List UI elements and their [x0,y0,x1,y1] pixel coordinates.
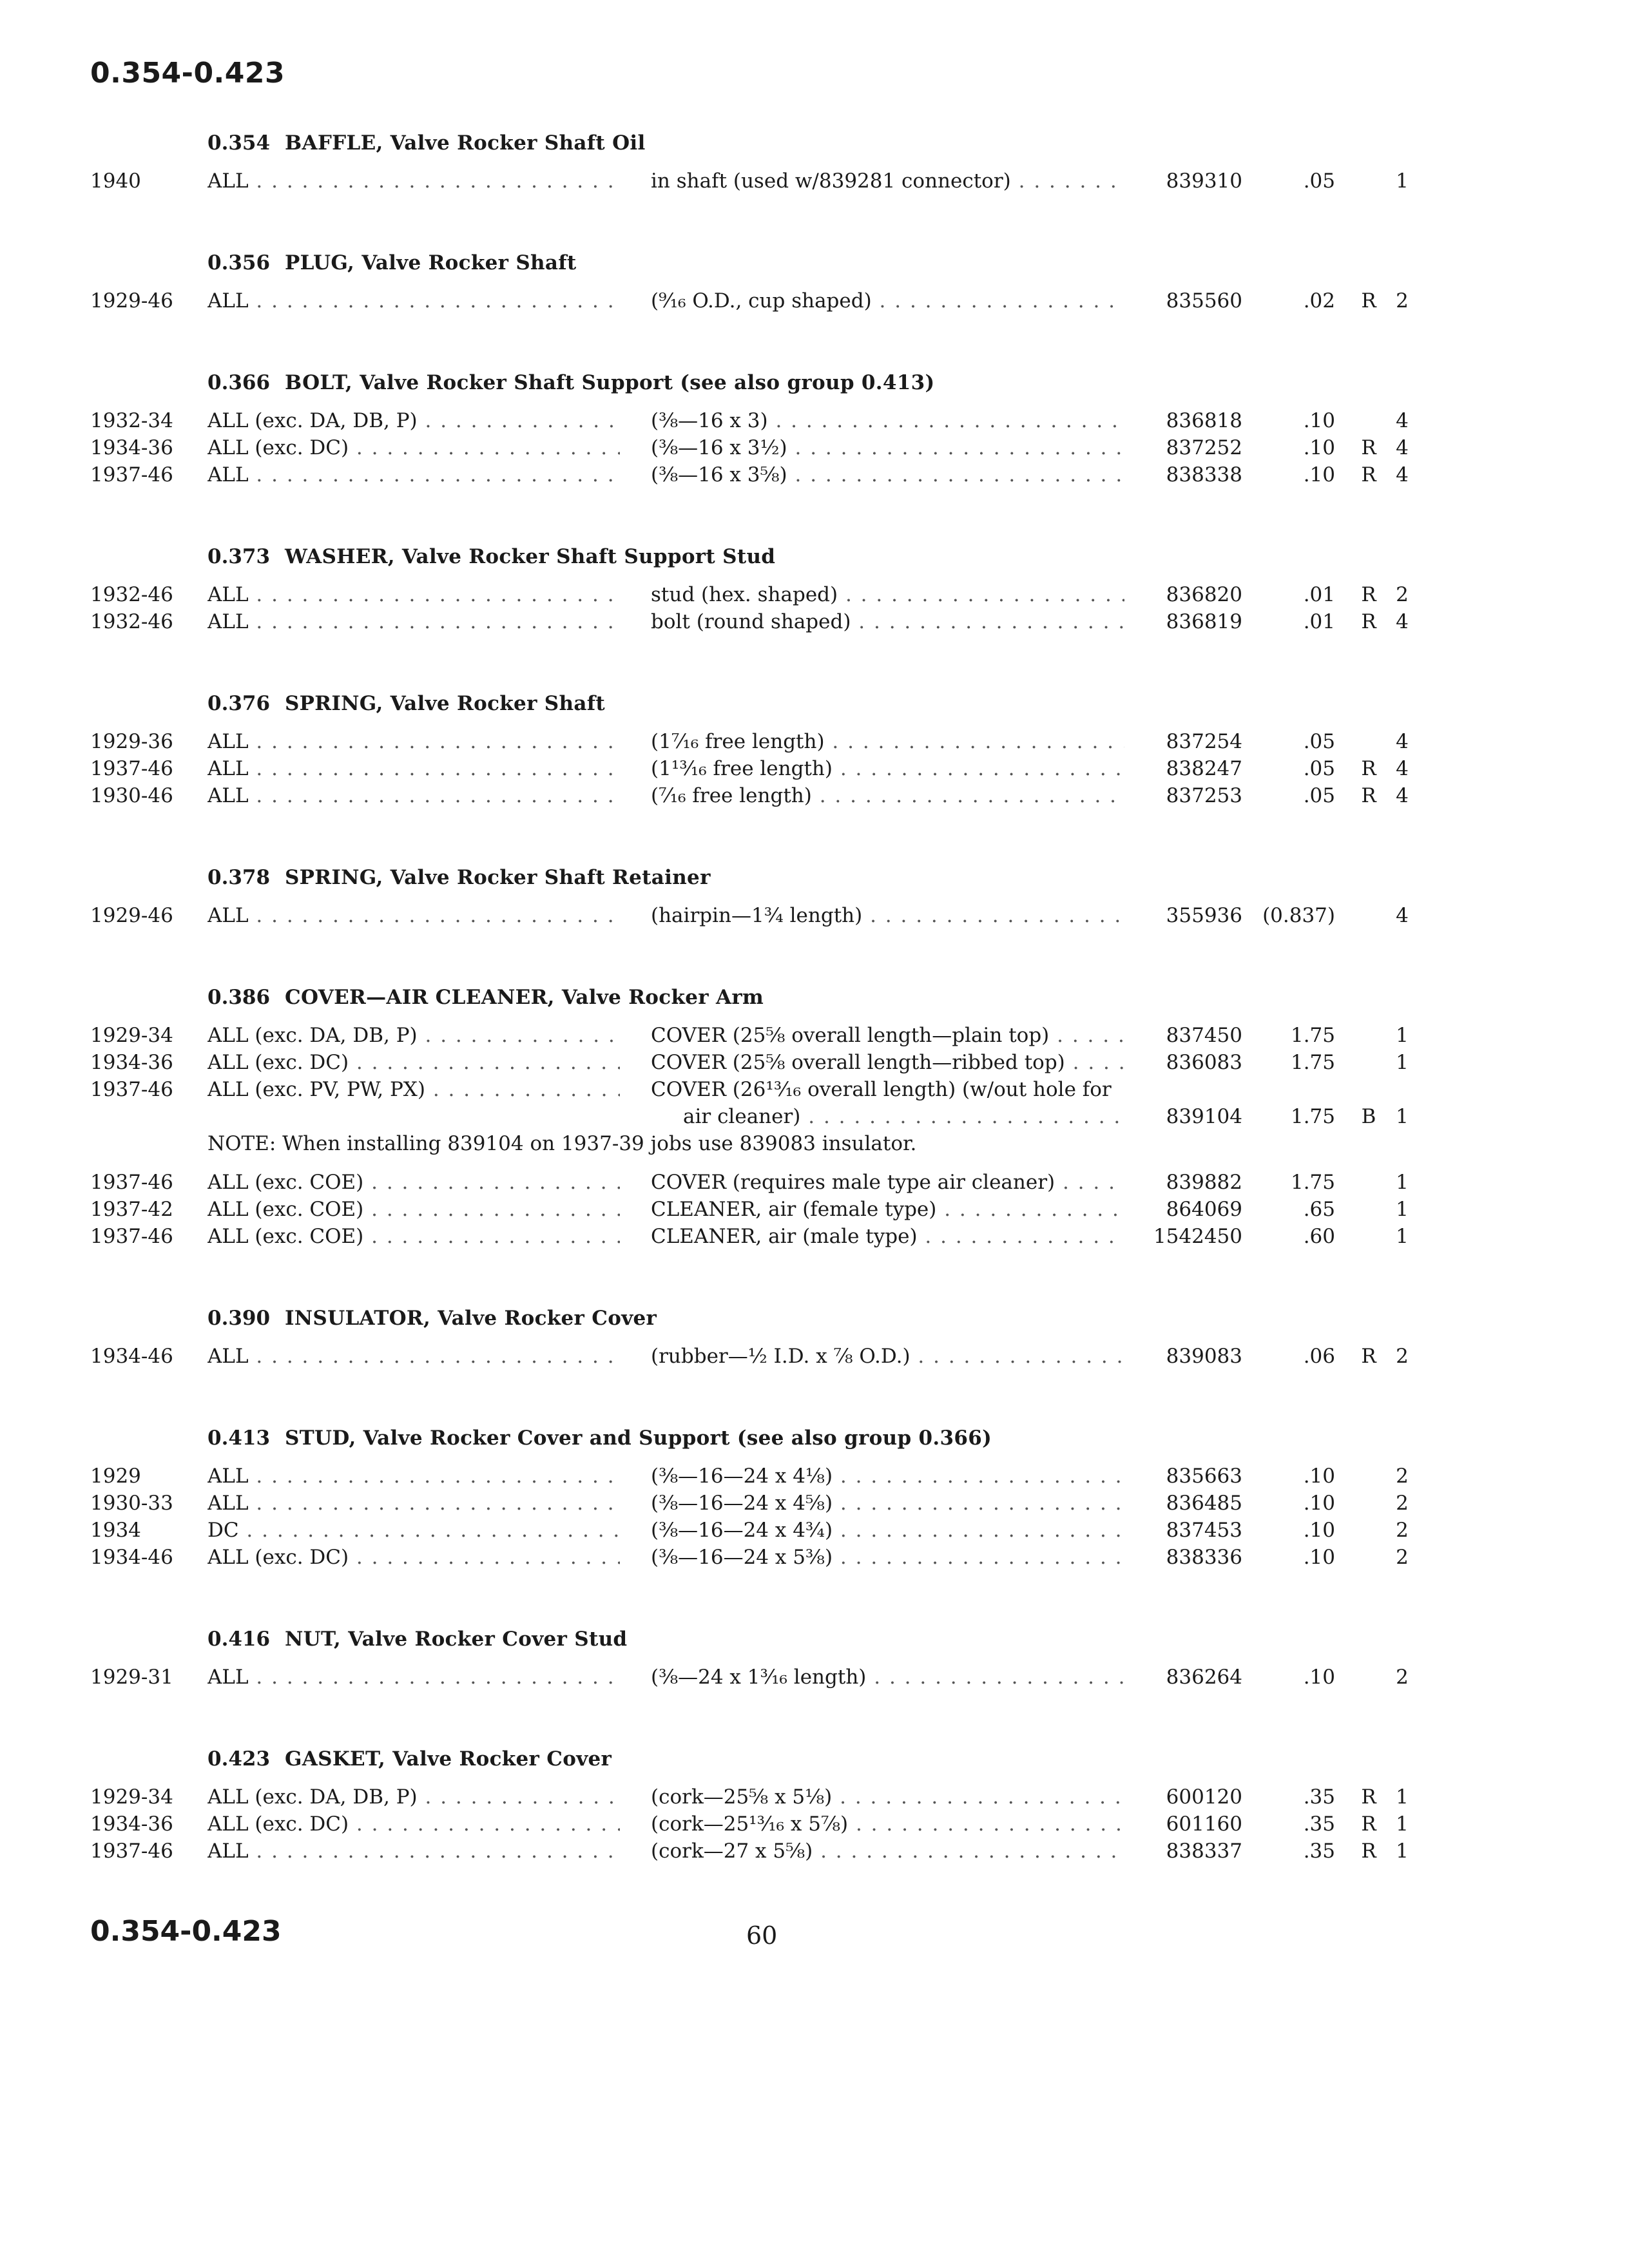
model-text: DC . . . [207,1519,620,1542]
group-section [0,977,1629,1250]
description-text: (hairpin—1¾ length) . . . [651,904,1124,927]
code-cell: R [1361,784,1376,807]
quantity-cell: 4 [1396,436,1409,459]
part-number-cell: 836485 [1166,1492,1242,1515]
description-text: (cork—25⅝ x 5⅛) . . . [651,1785,1124,1809]
year-cell: 1934-36 [90,1812,173,1836]
part-number-cell: 838338 [1166,463,1242,486]
model-cell [207,608,620,635]
model-text: ALL . . . [207,610,620,633]
model-cell [207,1196,620,1223]
part-number-cell: 836820 [1166,583,1242,606]
parts-row [0,1049,1629,1076]
year-cell: 1929-34 [90,1785,173,1809]
parts-row [0,434,1629,461]
price-cell: 1.75 [1290,1051,1335,1074]
quantity-cell: 1 [1396,1840,1409,1863]
group-section [0,536,1629,635]
description-text: (⁷⁄₁₆ free length) . . . [651,784,1124,807]
description-text: COVER (25⅝ overall length—plain top) . . . [651,1024,1124,1047]
model-cell [207,461,620,488]
code-cell: R [1361,757,1376,780]
parts-row [0,1463,1629,1490]
group-heading [0,242,1629,287]
description-cell [651,168,1124,195]
parts-row [0,1223,1629,1250]
model-cell [207,1169,620,1196]
group-title: NUT, Valve Rocker Cover Stud [285,1628,628,1651]
quantity-cell: 1 [1396,1198,1409,1221]
parts-row [0,1544,1629,1571]
page-footer-range: 0.354-0.423 [90,1915,282,1948]
part-number-cell: 839310 [1166,169,1242,193]
part-number-cell: 355936 [1166,904,1242,927]
model-text: ALL . . . [207,583,620,606]
part-number-cell: 839104 [1166,1105,1242,1128]
quantity-cell: 1 [1396,1024,1409,1047]
part-number-cell: 601160 [1166,1812,1242,1836]
code-cell: R [1361,463,1376,486]
part-number-cell: 1542450 [1153,1225,1242,1248]
year-cell: 1934-46 [90,1345,173,1368]
price-cell: .60 [1303,1225,1335,1248]
year-cell: 1934-36 [90,436,173,459]
year-cell: 1929-36 [90,730,173,753]
model-text: ALL . . . [207,757,620,780]
price-cell: .10 [1303,1519,1335,1542]
year-cell: 1937-46 [90,757,173,780]
parts-row [0,168,1629,195]
description-cell [651,782,1124,809]
model-text: ALL (exc. COE) . . . [207,1198,620,1221]
group-title: BAFFLE, Valve Rocker Shaft Oil [285,131,646,155]
parts-row [0,782,1629,809]
description-cell [651,1169,1124,1196]
code-cell: R [1361,1345,1376,1368]
quantity-cell: 2 [1396,289,1409,312]
group-section [0,1418,1629,1571]
group-section [0,122,1629,195]
group-number: 0.390 [207,1307,271,1330]
quantity-cell: 4 [1396,904,1409,927]
description-cell [651,1022,1124,1049]
group-title: BOLT, Valve Rocker Shaft Support (see also group 0.413) [285,371,935,394]
description-cell [651,1049,1124,1076]
description-text: (³⁄₈—16—24 x 4⅝) . . . [651,1492,1124,1515]
group-number: 0.416 [207,1628,271,1651]
description-cell [651,1811,1124,1838]
quantity-cell: 1 [1396,1812,1409,1836]
model-cell [207,1783,620,1811]
parts-row [0,1811,1629,1838]
model-cell [207,287,620,314]
part-number-cell: 836818 [1166,409,1242,432]
price-cell: .05 [1303,784,1335,807]
model-cell [207,1544,620,1571]
parts-row [0,1196,1629,1223]
year-cell: 1940 [90,169,141,193]
description-text: (³⁄₈—16—24 x 4⅛) . . . [651,1465,1124,1488]
description-cell [651,755,1124,782]
year-cell: 1937-42 [90,1198,173,1221]
model-cell [207,407,620,434]
quantity-cell: 2 [1396,1666,1409,1689]
description-cell [651,1196,1124,1223]
model-cell [207,1463,620,1490]
year-cell: 1929-46 [90,904,173,927]
quantity-cell: 2 [1396,1492,1409,1515]
price-cell: 1.75 [1290,1171,1335,1194]
year-cell: 1937-46 [90,1171,173,1194]
group-number: 0.373 [207,545,271,568]
model-cell [207,1517,620,1544]
model-cell [207,581,620,608]
price-cell: (0.837) [1262,904,1335,927]
year-cell: 1934-46 [90,1546,173,1569]
quantity-cell: 1 [1396,1225,1409,1248]
model-cell [207,755,620,782]
group-number: 0.354 [207,131,271,155]
price-cell: .65 [1303,1198,1335,1221]
model-cell [207,782,620,809]
year-cell: 1929 [90,1465,141,1488]
model-text: ALL (exc. DA, DB, P) . . . [207,1785,620,1809]
quantity-cell: 1 [1396,169,1409,193]
model-text: ALL . . . [207,463,620,486]
description-text: (³⁄₈—16 x 3½) . . . [651,436,1124,459]
price-cell: .35 [1303,1840,1335,1863]
description-text: (cork—25¹³⁄₁₆ x 5⅞) . . . [651,1812,1124,1836]
part-number-cell: 839083 [1166,1345,1242,1368]
group-number: 0.366 [207,371,271,394]
group-title: WASHER, Valve Rocker Shaft Support Stud [285,545,776,568]
year-cell: 1930-46 [90,784,173,807]
price-cell: .01 [1303,610,1335,633]
model-text: ALL (exc. DA, DB, P) . . . [207,409,620,432]
group-title: COVER—AIR CLEANER, Valve Rocker Arm [285,986,764,1009]
model-cell [207,902,620,929]
model-cell [207,1076,620,1103]
model-text: ALL (exc. DC) . . . [207,1546,620,1569]
description-text: CLEANER, air (male type) . . . [651,1225,1124,1248]
part-number-cell: 836819 [1166,610,1242,633]
price-cell: .10 [1303,1465,1335,1488]
model-text: ALL . . . [207,1345,620,1368]
year-cell: 1932-46 [90,583,173,606]
parts-row [0,902,1629,929]
description-text: stud (hex. shaped) . . . [651,583,1124,606]
description-cell [651,461,1124,488]
part-number-cell: 835560 [1166,289,1242,312]
model-text: ALL . . . [207,904,620,927]
parts-row [0,287,1629,314]
parts-row [0,1169,1629,1196]
code-cell: R [1361,583,1376,606]
price-cell: .01 [1303,583,1335,606]
part-number-cell: 838336 [1166,1546,1242,1569]
parts-row [0,1076,1629,1130]
description-text: (³⁄₈—16 x 3⅝) . . . [651,463,1124,486]
description-text: (³⁄₈—16—24 x 4¾) . . . [651,1519,1124,1542]
group-number: 0.423 [207,1747,271,1771]
model-text: ALL (exc. DA, DB, P) . . . [207,1024,620,1047]
quantity-cell: 1 [1396,1105,1409,1128]
parts-row [0,1490,1629,1517]
year-cell: 1932-46 [90,610,173,633]
description-text: (cork—27 x 5⅝) . . . [651,1840,1124,1863]
model-text: ALL (exc. COE) . . . [207,1225,620,1248]
description-cell [651,1490,1124,1517]
year-cell: 1937-46 [90,1840,173,1863]
group-title: INSULATOR, Valve Rocker Cover [285,1307,657,1330]
part-number-cell: 864069 [1166,1198,1242,1221]
group-title: SPRING, Valve Rocker Shaft Retainer [285,866,711,889]
code-cell: B [1361,1105,1376,1128]
model-cell [207,1343,620,1370]
group-number: 0.413 [207,1427,271,1450]
group-heading [0,1738,1629,1783]
description-text: COVER (requires male type air cleaner) . . . [651,1171,1124,1194]
parts-row [0,1343,1629,1370]
group-heading [0,1418,1629,1463]
quantity-cell: 4 [1396,784,1409,807]
part-number-cell: 837252 [1166,436,1242,459]
parts-row [0,755,1629,782]
model-text: ALL . . . [207,289,620,312]
part-number-cell: 836083 [1166,1051,1242,1074]
quantity-cell: 4 [1396,610,1409,633]
part-number-cell: 837450 [1166,1024,1242,1047]
description-cell [651,608,1124,635]
model-cell [207,1811,620,1838]
price-cell: .10 [1303,409,1335,432]
model-text: ALL (exc. DC) . . . [207,1812,620,1836]
group-heading [0,683,1629,728]
model-text: ALL (exc. PV, PW, PX) . . . [207,1078,620,1101]
price-cell: 1.75 [1290,1105,1335,1128]
year-cell: 1929-34 [90,1024,173,1047]
description-cell [651,1076,1124,1130]
model-text: ALL . . . [207,730,620,753]
model-cell [207,1223,620,1250]
group-number: 0.376 [207,692,271,715]
group-number: 0.378 [207,866,271,889]
group-heading [0,857,1629,902]
model-cell [207,168,620,195]
parts-row [0,461,1629,488]
description-text: bolt (round shaped) . . . [651,610,1124,633]
group-section [0,1738,1629,1865]
code-cell: R [1361,1812,1376,1836]
model-cell [207,1049,620,1076]
model-text: ALL (exc. DC) . . . [207,436,620,459]
group-title: PLUG, Valve Rocker Shaft [285,251,577,274]
part-number-cell: 839882 [1166,1171,1242,1194]
model-cell [207,1490,620,1517]
description-continued: air cleaner) . . . [651,1103,1124,1130]
parts-row [0,608,1629,635]
description-cell [651,1343,1124,1370]
year-cell: 1929-46 [90,289,173,312]
description-cell [651,287,1124,314]
group-heading [0,977,1629,1022]
group-heading [0,1619,1629,1664]
group-heading [0,536,1629,581]
price-cell: .10 [1303,1492,1335,1515]
description-text: (⁹⁄₁₆ O.D., cup shaped) . . . [651,289,1124,312]
year-cell: 1934-36 [90,1051,173,1074]
parts-row [0,1022,1629,1049]
model-cell [207,1664,620,1691]
group-section [0,857,1629,929]
description-cell [651,1838,1124,1865]
part-number-cell: 837253 [1166,784,1242,807]
description-text: COVER (25⅝ overall length—ribbed top) . . . [651,1051,1124,1074]
price-cell: .02 [1303,289,1335,312]
group-title: SPRING, Valve Rocker Shaft [285,692,605,715]
description-cell [651,1517,1124,1544]
parts-row [0,1838,1629,1865]
parts-row [0,407,1629,434]
part-number-cell: 838247 [1166,757,1242,780]
price-cell: .05 [1303,730,1335,753]
description-text: (³⁄₈—24 x 1³⁄₁₆ length) . . . [651,1666,1124,1689]
year-cell: 1934 [90,1519,141,1542]
model-text: ALL . . . [207,1840,620,1863]
year-cell: 1930-33 [90,1492,173,1515]
price-cell: .05 [1303,169,1335,193]
code-cell: R [1361,436,1376,459]
model-text: ALL . . . [207,784,620,807]
price-cell: .35 [1303,1785,1335,1809]
price-cell: .06 [1303,1345,1335,1368]
part-number-cell: 838337 [1166,1840,1242,1863]
model-text: ALL . . . [207,169,620,193]
page-header-range: 0.354-0.423 [90,57,285,90]
year-cell: 1937-46 [90,1078,173,1101]
parts-list [0,122,1629,1912]
price-cell: 1.75 [1290,1024,1335,1047]
year-cell: 1932-34 [90,409,173,432]
group-heading [0,122,1629,168]
group-number: 0.356 [207,251,271,274]
description-cell [651,728,1124,755]
group-heading [0,362,1629,407]
description-text: (³⁄₈—16—24 x 5⅜) . . . [651,1546,1124,1569]
quantity-cell: 4 [1396,409,1409,432]
price-cell: .05 [1303,757,1335,780]
part-number-cell: 837453 [1166,1519,1242,1542]
part-number-cell: 835663 [1166,1465,1242,1488]
price-cell: .10 [1303,1546,1335,1569]
quantity-cell: 4 [1396,463,1409,486]
model-cell [207,434,620,461]
code-cell: R [1361,1840,1376,1863]
quantity-cell: 2 [1396,583,1409,606]
group-title: GASKET, Valve Rocker Cover [285,1747,612,1771]
model-text: ALL . . . [207,1666,620,1689]
quantity-cell: 4 [1396,757,1409,780]
quantity-cell: 2 [1396,1519,1409,1542]
year-cell: 1937-46 [90,1225,173,1248]
description-cell [651,1544,1124,1571]
description-cell [651,1223,1124,1250]
price-cell: .10 [1303,436,1335,459]
note-text: NOTE: When installing 839104 on 1937-39 jobs use 839083 insulator. [207,1132,917,1155]
description-text: (rubber—½ I.D. x ⅞ O.D.) . . . [651,1345,1124,1368]
group-heading [0,1298,1629,1343]
code-cell: R [1361,610,1376,633]
page-number: 60 [746,1921,778,1950]
quantity-cell: 1 [1396,1171,1409,1194]
quantity-cell: 2 [1396,1345,1409,1368]
group-note [0,1130,1629,1169]
price-cell: .10 [1303,463,1335,486]
description-cell [651,581,1124,608]
group-section [0,683,1629,809]
model-cell [207,728,620,755]
group-section [0,1619,1629,1691]
model-text: ALL (exc. COE) . . . [207,1171,620,1194]
quantity-cell: 2 [1396,1465,1409,1488]
quantity-cell: 2 [1396,1546,1409,1569]
model-cell [207,1838,620,1865]
quantity-cell: 4 [1396,730,1409,753]
price-cell: .35 [1303,1812,1335,1836]
description-cell [651,1463,1124,1490]
description-cell [651,434,1124,461]
model-text: ALL (exc. DC) . . . [207,1051,620,1074]
year-cell: 1929-31 [90,1666,173,1689]
part-number-cell: 837254 [1166,730,1242,753]
parts-row [0,581,1629,608]
description-text: (1¹³⁄₁₆ free length) . . . [651,757,1124,780]
group-section [0,242,1629,314]
code-cell: R [1361,289,1376,312]
description-text: CLEANER, air (female type) . . . [651,1198,1124,1221]
description-text: (³⁄₈—16 x 3) . . . [651,409,1124,432]
parts-row [0,1783,1629,1811]
model-cell [207,1022,620,1049]
part-number-cell: 600120 [1166,1785,1242,1809]
quantity-cell: 1 [1396,1785,1409,1809]
parts-row [0,1517,1629,1544]
model-text: ALL . . . [207,1492,620,1515]
description-text: COVER (26¹³⁄₁₆ overall length) (w/out hole for [651,1078,1112,1101]
parts-row [0,1664,1629,1691]
group-title: STUD, Valve Rocker Cover and Support (see also group 0.366) [285,1427,992,1450]
description-text: (1⁷⁄₁₆ free length) . . . [651,730,1124,753]
code-cell: R [1361,1785,1376,1809]
description-cell [651,1664,1124,1691]
year-cell: 1937-46 [90,463,173,486]
description-cell [651,902,1124,929]
group-number: 0.386 [207,986,271,1009]
description-cell [651,407,1124,434]
description-cell [651,1783,1124,1811]
model-text: ALL . . . [207,1465,620,1488]
group-section [0,1298,1629,1370]
price-cell: .10 [1303,1666,1335,1689]
group-section [0,362,1629,488]
part-number-cell: 836264 [1166,1666,1242,1689]
description-text: in shaft (used w/839281 connector) . . . [651,169,1124,193]
parts-row [0,728,1629,755]
quantity-cell: 1 [1396,1051,1409,1074]
